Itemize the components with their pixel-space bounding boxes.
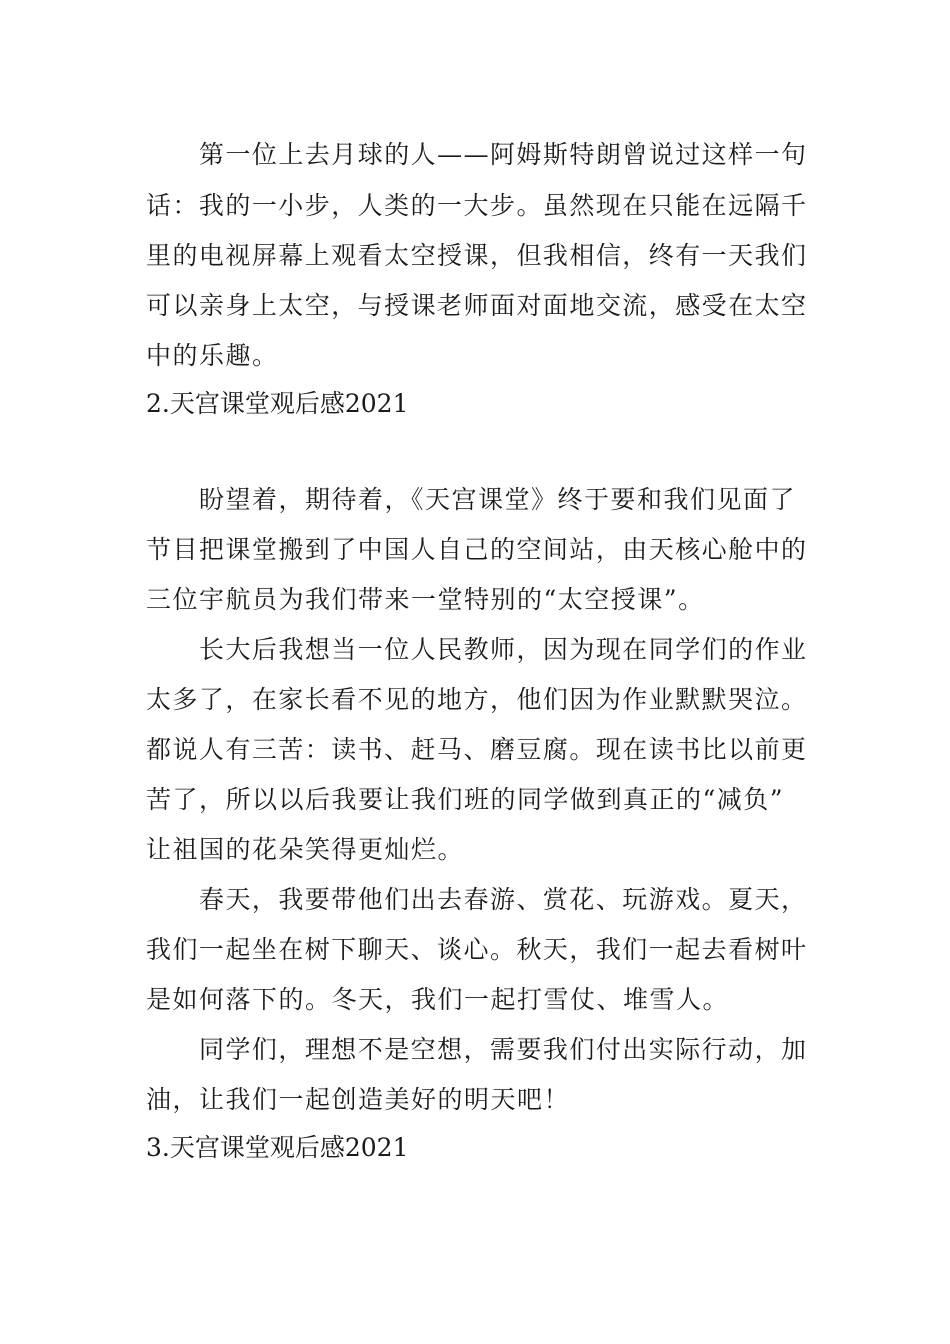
paragraph-4-line-3: 是如何落下的。冬天，我们一起打雪仗、堆雪人。 bbox=[146, 985, 730, 1014]
section-heading-3: 3.天宫课堂观后感2021 bbox=[146, 1133, 409, 1162]
paragraph-3-line-2: 太多了，在家长看不见的地方，他们因为作业默默哭泣。 bbox=[146, 685, 808, 714]
paragraph-2-line-3: 三位宇航员为我们带来一堂特别的“太空授课”。 bbox=[146, 585, 705, 614]
paragraph-3-line-3: 都说人有三苦：读书、赶马、磨豆腐。现在读书比以前更 bbox=[146, 735, 808, 764]
paragraph-1-line-5: 中的乐趣。 bbox=[146, 341, 279, 370]
paragraph-1-line-3: 里的电视屏幕上观看太空授课，但我相信，终有一天我们 bbox=[146, 241, 808, 270]
paragraph-3-line-5: 让祖国的花朵笑得更灿烂。 bbox=[146, 835, 465, 864]
paragraph-3-line-1: 长大后我想当一位人民教师，因为现在同学们的作业 bbox=[199, 635, 808, 664]
paragraph-4-line-2: 我们一起坐在树下聊天、谈心。秋天，我们一起去看树叶 bbox=[146, 935, 808, 964]
section-heading-2: 2.天宫课堂观后感2021 bbox=[146, 389, 409, 418]
paragraph-5-line-2: 油，让我们一起创造美好的明天吧！ bbox=[146, 1085, 571, 1114]
paragraph-3-line-4: 苦了，所以以后我要让我们班的同学做到真正的“减负” bbox=[146, 785, 785, 814]
paragraph-4-line-1: 春天，我要带他们出去春游、赏花、玩游戏。夏天， bbox=[199, 885, 808, 914]
paragraph-2-line-1: 盼望着，期待着，《天宫课堂》终于要和我们见面了 bbox=[199, 485, 797, 514]
paragraph-5-line-1: 同学们，理想不是空想，需要我们付出实际行动，加 bbox=[199, 1035, 808, 1064]
paragraph-1-line-4: 可以亲身上太空，与授课老师面对面地交流，感受在太空 bbox=[146, 291, 808, 320]
paragraph-1-line-1: 第一位上去月球的人——阿姆斯特朗曾说过这样一句 bbox=[199, 140, 808, 169]
paragraph-2-line-2: 节目把课堂搬到了中国人自己的空间站，由天核心舱中的 bbox=[146, 535, 808, 564]
paragraph-1-line-2: 话：我的一小步，人类的一大步。虽然现在只能在远隔千 bbox=[146, 191, 808, 220]
